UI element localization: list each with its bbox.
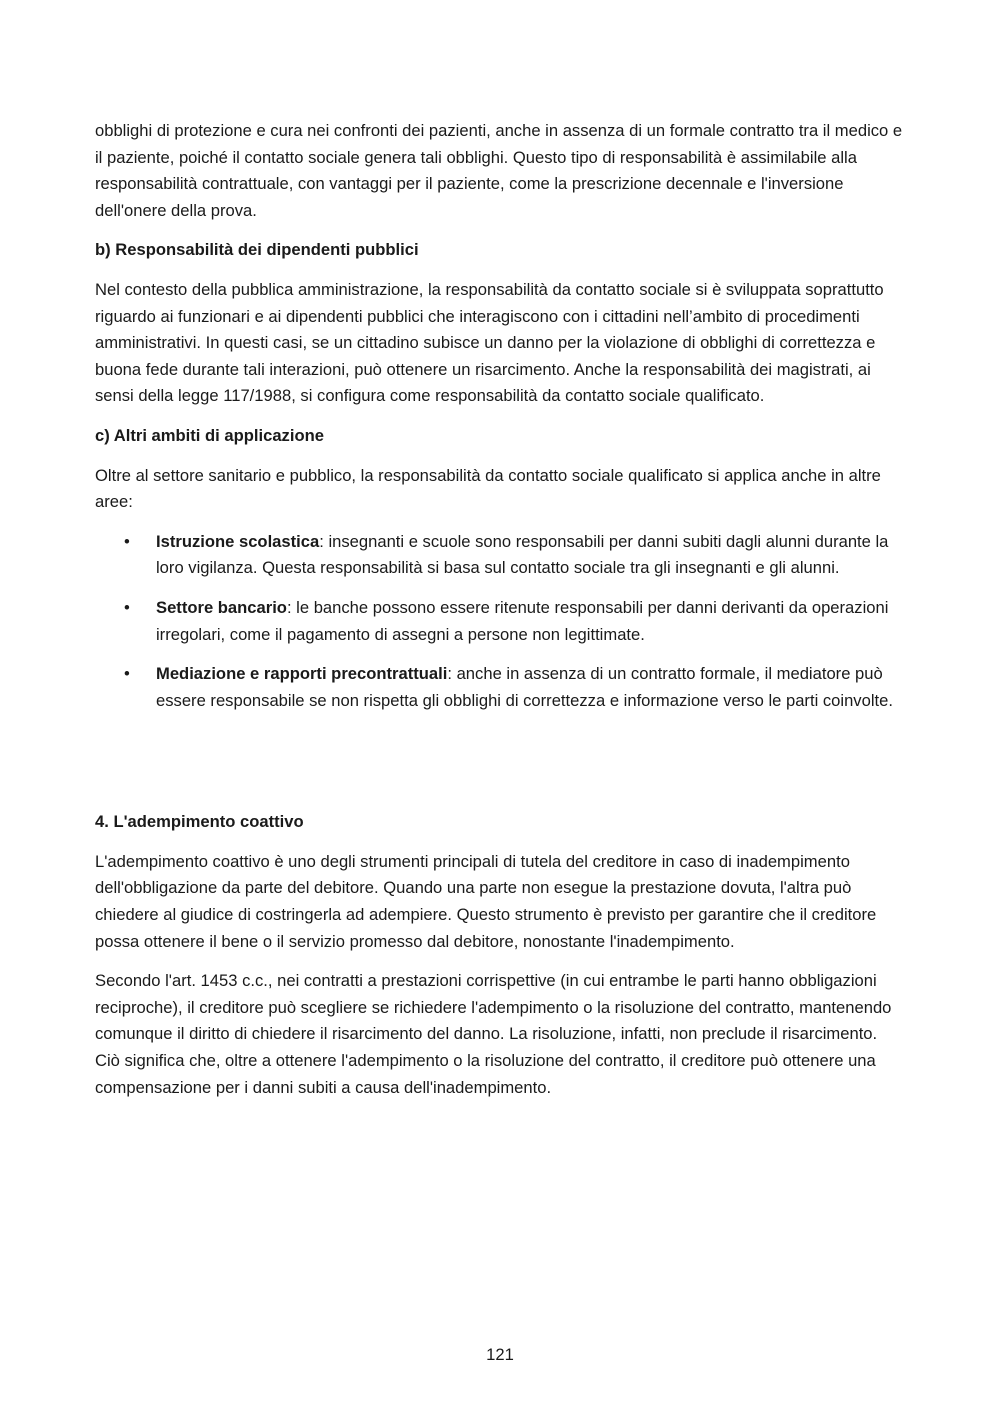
list-item-text: : insegnanti e scuole sono responsabili per danni subiti dagli alunni durante la loro vigilanza. Questa responsabilità si basa sul contatto sociale tra gli insegnanti e gli alunni. xyxy=(156,531,889,578)
section-4-heading: 4. L'adempimento coattivo xyxy=(95,812,304,832)
section-b-heading: b) Responsabilità dei dipendenti pubblici xyxy=(95,240,419,260)
list-item-text: : le banche possono essere ritenute responsabili per danni derivanti da operazioni irregolari, come il pagamento di assegni a persone non legittimate. xyxy=(156,597,889,644)
bullet-icon: • xyxy=(124,531,130,551)
section-4-paragraph-2: Secondo l'art. 1453 c.c., nei contratti a prestazioni corrispettive (in cui entrambe le parti hanno obbligazioni reciproche), il creditore può scegliere se richiedere l'adempimento o la risoluzione del contratto, mantenendo comunque il diritto di chiedere il risarcimento del danno. La risoluzione, infatti, non preclude il risarcimento. Ciò significa che, oltre a ottenere l'adempimento o la risoluzione del contratto, il creditore può ottenere una compensazione per i danni subiti a causa dell'inadempimento. xyxy=(95,971,892,1097)
bullet-icon: • xyxy=(124,597,130,617)
list-item xyxy=(95,595,905,648)
list-item-term: Istruzione scolastica xyxy=(156,531,320,551)
section-spacer xyxy=(95,727,905,809)
list-item-term: Settore bancario xyxy=(156,597,287,617)
list-item xyxy=(95,661,905,714)
intro-paragraph: obblighi di protezione e cura nei confronti dei pazienti, anche in assenza di un formale contratto tra il medico e il paziente, poiché il contatto sociale genera tali obblighi. Questo tipo di responsabilità è assimilabile alla responsabilità contrattuale, con vantaggi per il paziente, come la prescrizione decennale e l'inversione dell'onere della prova. xyxy=(95,121,903,220)
section-c-heading: c) Altri ambiti di applicazione xyxy=(95,425,324,445)
section-4-paragraph-1: L'adempimento coattivo è uno degli strumenti principali di tutela del creditore in caso di inadempimento dell'obbligazione da parte del debitore. Quando una parte non esegue la prestazione dovuta, l'altra può chiedere al giudice di costringerla ad adempiere. Questo strumento è previsto per garantire che il creditore possa ottenere il bene o il servizio promesso dal debitore, nonostante l'inadempimento. xyxy=(95,851,877,951)
application-areas-list xyxy=(95,529,905,715)
section-b-paragraph: Nel contesto della pubblica amministrazione, la responsabilità da contatto sociale si è sviluppata soprattutto riguardo ai funzionari e ai dipendenti pubblici che interagiscono con i cittadini nell’ambito di procedimenti amministrativi. In questi casi, se un cittadino subisce un danno per la violazione di obblighi di correttezza e buona fede durante tali interazioni, può ottenere un risarcimento. Anche la responsabilità dei magistrati, ai sensi della legge 117/1988, si configura come responsabilità da contatto sociale qualificato. xyxy=(95,279,884,406)
page-number: 121 xyxy=(486,1345,514,1364)
list-item-term: Mediazione e rapporti precontrattuali xyxy=(156,664,448,684)
section-c-paragraph: Oltre al settore sanitario e pubblico, la responsabilità da contatto sociale qualificato si applica anche in altre aree: xyxy=(95,465,881,512)
list-item-text: : anche in assenza di un contratto formale, il mediatore può essere responsabile se non rispetta gli obblighi di correttezza e informazione verso le parti coinvolte. xyxy=(156,664,893,710)
bullet-icon: • xyxy=(124,664,130,684)
list-item xyxy=(95,529,905,582)
document-page xyxy=(95,118,905,1114)
